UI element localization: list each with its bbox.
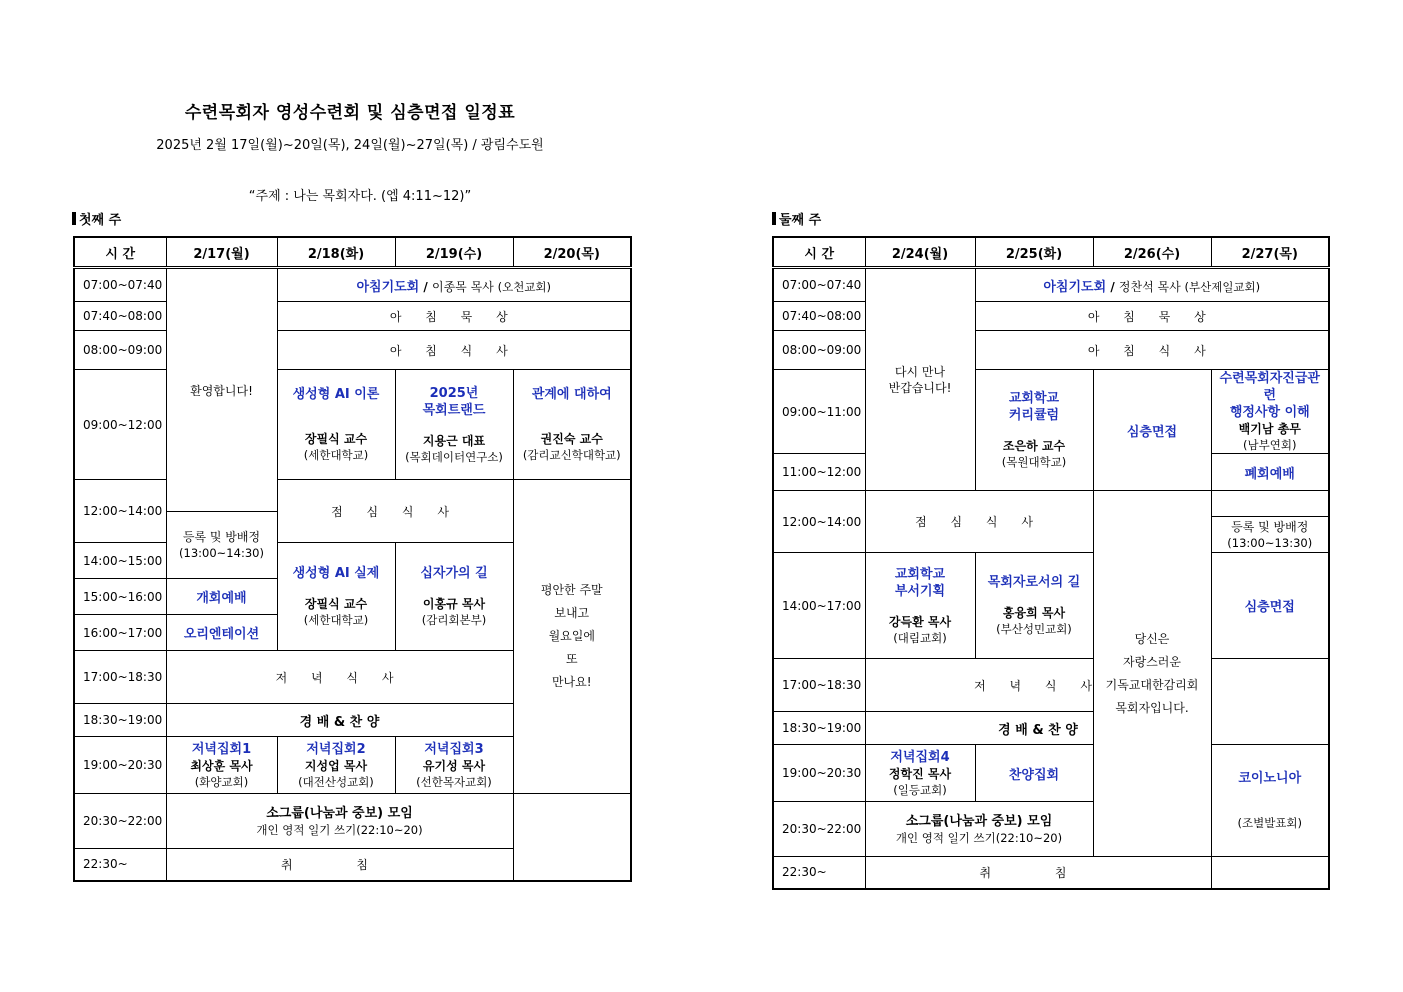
table-row: [773, 491, 1329, 517]
table-row: [74, 370, 631, 480]
closing-message-line: 기독교대한감리회: [1105, 677, 1199, 692]
table-row: [74, 480, 631, 512]
session-church: (부산성민교회): [996, 622, 1072, 636]
welcome-text: 반갑습니다!: [888, 380, 952, 395]
week1-header-time: 시 간: [74, 237, 166, 268]
small-group-cell: [865, 802, 1093, 857]
time-cell: 19:00~20:30: [74, 737, 166, 794]
farewell-line: 평안한 주말: [540, 583, 603, 597]
page-subtitle: 2025년 2월 17일(월)~20일(목), 24일(월)~27일(목) / 광림수도원: [156, 138, 544, 153]
table-row: [74, 268, 631, 302]
evening-church: (일등교회): [893, 782, 947, 797]
session-church: (대림교회): [893, 630, 947, 645]
week1-header-row: [74, 237, 631, 268]
meditation-cell: 아 침 묵 상: [975, 302, 1329, 331]
dinner-cell: 저 녁 식 사: [865, 659, 1211, 712]
table-row: [74, 849, 631, 881]
week1-marker-icon: [72, 212, 76, 225]
table-row: [773, 659, 1329, 712]
meditation-cell: 아 침 묵 상: [277, 302, 631, 331]
closing-message-line: 당신은: [1134, 631, 1170, 646]
session-title: 생성형 AI 이론: [292, 387, 380, 402]
sleep-cell: 취 침: [865, 857, 1211, 889]
time-cell: 07:40~08:00: [74, 302, 166, 331]
session-cell: [865, 553, 975, 659]
week1-header-day3: 2/19(수): [395, 237, 513, 268]
time-cell: 07:00~07:40: [74, 268, 166, 302]
week1-label: [72, 209, 121, 228]
lunch-cell: 점 심 식 사: [277, 480, 513, 543]
time-cell: 09:00~11:00: [773, 370, 865, 454]
morning-prayer-title: 아침기도회: [1043, 279, 1107, 295]
separator: /: [1106, 279, 1119, 294]
time-cell: 17:00~18:30: [773, 659, 865, 712]
farewell-line: 월요일에: [548, 629, 595, 643]
week2-label-text: 둘째 주: [779, 213, 822, 228]
week2-header-day1: 2/24(월): [865, 237, 975, 268]
week2-header-time: 시 간: [773, 237, 865, 268]
week2-header-day3: 2/26(수): [1093, 237, 1211, 268]
registration-cell: [166, 512, 277, 579]
week2-header-day4: 2/27(목): [1211, 237, 1329, 268]
evening-title: 저녁집회1: [191, 741, 252, 757]
farewell-cell: [513, 480, 631, 794]
closing-message-line: 목회자입니다.: [1115, 700, 1189, 715]
session-org: (감리회본부): [421, 613, 487, 627]
session-speaker: 장필식 교수: [304, 432, 368, 446]
week2-header-day2: 2/25(화): [975, 237, 1093, 268]
time-cell: 20:30~22:00: [74, 794, 166, 849]
morning-prayer-cell: [277, 268, 631, 302]
morning-prayer-title: 아침기도회: [356, 279, 420, 295]
session-cell: [277, 370, 395, 480]
admin-org: (남부연회): [1243, 438, 1297, 452]
time-cell: 17:00~18:30: [74, 651, 166, 704]
session-title: 교회학교: [894, 566, 946, 582]
worship-praise-cell: 경 배 & 찬 양: [166, 704, 513, 737]
week1-header-day1: 2/17(월): [166, 237, 277, 268]
time-cell: 14:00~15:00: [74, 543, 166, 579]
evening-title: 저녁집회4: [890, 749, 950, 765]
session-speaker: 이홍규 목사: [422, 597, 486, 611]
time-cell: 09:00~12:00: [74, 370, 166, 480]
time-cell: 16:00~17:00: [74, 615, 166, 651]
interview-cell: 심층면접: [1093, 370, 1211, 491]
session-org: (세한대학교): [303, 613, 369, 627]
week1-label-text: 첫째 주: [79, 213, 122, 228]
farewell-line: 보내고: [554, 606, 590, 620]
table-row: [74, 302, 631, 331]
table-row: [773, 302, 1329, 331]
journal-text: 개인 영적 일기 쓰기(22:10~20): [256, 822, 423, 837]
week2-schedule-table: [772, 236, 1330, 890]
admin-title: 수련목회자진급관련: [1219, 371, 1320, 403]
session-speaker: 강득환 목사: [888, 614, 952, 629]
time-cell: 14:00~17:00: [773, 553, 865, 659]
evening-speaker: 유기성 목사: [422, 758, 486, 773]
closing-message-line: 자랑스러운: [1123, 654, 1181, 669]
breakfast-cell: 아 침 식 사: [975, 331, 1329, 370]
session-title: 커리큘럼: [1008, 408, 1060, 423]
farewell-line: 또: [565, 652, 578, 666]
time-cell: 08:00~09:00: [74, 331, 166, 370]
session-speaker: 홍융희 목사: [1002, 606, 1066, 620]
admin-speaker: 백기남 총무: [1238, 422, 1301, 436]
group-presentation-text: (조별발표회): [1237, 816, 1303, 830]
morning-prayer-church: (오천교회): [497, 279, 552, 294]
week2-header-row: [773, 237, 1329, 268]
time-cell: 22:30~: [74, 849, 166, 881]
evening-cell: [395, 737, 513, 794]
session-org: (감리교신학대학교): [522, 448, 621, 462]
time-cell: 22:30~: [773, 857, 865, 889]
morning-prayer-cell: [975, 268, 1329, 302]
table-row: [773, 331, 1329, 370]
small-group-text: 소그룹(나눔과 중보) 모임: [266, 805, 413, 821]
morning-prayer-speaker: 이종목 목사: [432, 279, 494, 294]
table-row: [74, 331, 631, 370]
evening-cell: [277, 737, 395, 794]
welcome-text: 환영합니다!: [190, 383, 253, 398]
evening-church: (대전산성교회): [298, 774, 374, 789]
welcome-cell: [865, 268, 975, 491]
evening-cell: [166, 737, 277, 794]
closing-worship-cell: 폐회예배: [1211, 454, 1329, 491]
evening-title: 저녁집회3: [424, 741, 484, 757]
page-title: 수련목회자 영성수련회 및 심층면접 일정표: [184, 103, 516, 123]
registration-time: (13:00~13:30): [1227, 535, 1313, 550]
session-org: (목회데이터연구소): [405, 449, 503, 464]
session-cell: [277, 543, 395, 651]
time-cell: 12:00~14:00: [74, 480, 166, 543]
session-title: 2025년: [429, 385, 479, 401]
morning-prayer-speaker: 정찬석 목사: [1118, 279, 1181, 294]
dinner-cell: 저 녁 식 사: [166, 651, 513, 704]
time-cell: 12:00~14:00: [773, 491, 865, 553]
evening-church: (선한목자교회): [416, 774, 492, 789]
time-cell: 18:30~19:00: [773, 712, 865, 745]
opening-worship-cell: 개회예배: [166, 579, 277, 615]
evening-title: 저녁집회2: [306, 741, 366, 757]
admin-cell: [1211, 370, 1329, 454]
breakfast-cell: 아 침 식 사: [277, 331, 631, 370]
week2-label: [772, 209, 821, 228]
table-row: [773, 268, 1329, 302]
table-row: [773, 745, 1329, 802]
session-cell: [513, 370, 631, 480]
table-row: [74, 794, 631, 849]
registration-time: (13:00~14:30): [179, 546, 264, 560]
time-cell: 20:30~22:00: [773, 802, 865, 857]
registration-text: 등록 및 방배정: [182, 530, 261, 544]
session-title: 부서기획: [894, 583, 946, 599]
small-group-text: 소그룹(나눔과 중보) 모임: [905, 813, 1053, 829]
time-cell: 08:00~09:00: [773, 331, 865, 370]
week1-header-day2: 2/18(화): [277, 237, 395, 268]
time-cell: 19:00~20:30: [773, 745, 865, 802]
session-title: 교회학교: [1008, 391, 1060, 406]
registration-cell: [1211, 517, 1329, 553]
table-row: [773, 553, 1329, 659]
week1-schedule-table: [73, 236, 632, 882]
welcome-cell: [166, 268, 277, 512]
welcome-text: 다시 만나: [894, 364, 946, 379]
session-title: 관계에 대하여: [531, 387, 612, 402]
farewell-line: 만나요!: [551, 675, 592, 689]
interview-cell: 심층면접: [1211, 553, 1329, 659]
evening-speaker: 지성업 목사: [304, 758, 368, 773]
registration-text: 등록 및 방배정: [1231, 519, 1309, 534]
koinonia-cell: [1211, 745, 1329, 857]
table-row: [773, 712, 1329, 745]
session-speaker: 장필식 교수: [304, 597, 368, 611]
time-cell: 18:30~19:00: [74, 704, 166, 737]
session-title: 목회트랜드: [422, 402, 486, 418]
week1-header-day4: 2/20(목): [513, 237, 631, 268]
morning-prayer-church: (부산제일교회): [1184, 279, 1261, 294]
time-cell: 07:40~08:00: [773, 302, 865, 331]
sleep-cell: 취 침: [166, 849, 513, 881]
session-speaker: 권진숙 교수: [540, 432, 603, 446]
orientation-cell: 오리엔테이션: [166, 615, 277, 651]
closing-message-cell: [1093, 491, 1211, 857]
session-title: 생성형 AI 실제: [292, 566, 380, 581]
evening-speaker: 정학진 목사: [888, 766, 952, 781]
session-org: (세한대학교): [303, 448, 369, 462]
session-speaker: 지용근 대표: [422, 433, 486, 448]
session-org: (목원대학교): [1001, 455, 1067, 469]
session-title: 십자가의 길: [420, 566, 488, 581]
session-cell: [975, 370, 1093, 491]
time-cell: 11:00~12:00: [773, 454, 865, 491]
evening-speaker: 최상훈 목사: [190, 758, 253, 773]
session-title: 목회자로서의 길: [987, 575, 1081, 590]
session-speaker: 조은하 교수: [1002, 439, 1066, 453]
worship-praise-cell: 경 배 & 찬 양: [865, 712, 1211, 745]
table-row: [773, 370, 1329, 454]
journal-text: 개인 영적 일기 쓰기(22:10~20): [895, 830, 1063, 845]
session-cell: [975, 553, 1093, 659]
evening-cell: [865, 745, 975, 802]
table-row: [773, 857, 1329, 889]
time-cell: 15:00~16:00: [74, 579, 166, 615]
koinonia-title: 코이노니아: [1238, 771, 1302, 786]
session-cell: [395, 543, 513, 651]
time-cell: 07:00~07:40: [773, 268, 865, 302]
small-group-cell: [166, 794, 513, 849]
evening-church: (화양교회): [194, 774, 249, 789]
praise-meeting-cell: 찬양집회: [975, 745, 1093, 802]
session-cell: [395, 370, 513, 480]
admin-title: 행정사항 이해: [1229, 405, 1310, 420]
separator: /: [419, 279, 432, 294]
week2-marker-icon: [772, 212, 776, 225]
theme-text: “주제 : 나는 목회자다. (엡 4:11~12)”: [248, 189, 472, 204]
lunch-cell: 점 심 식 사: [865, 491, 1093, 553]
